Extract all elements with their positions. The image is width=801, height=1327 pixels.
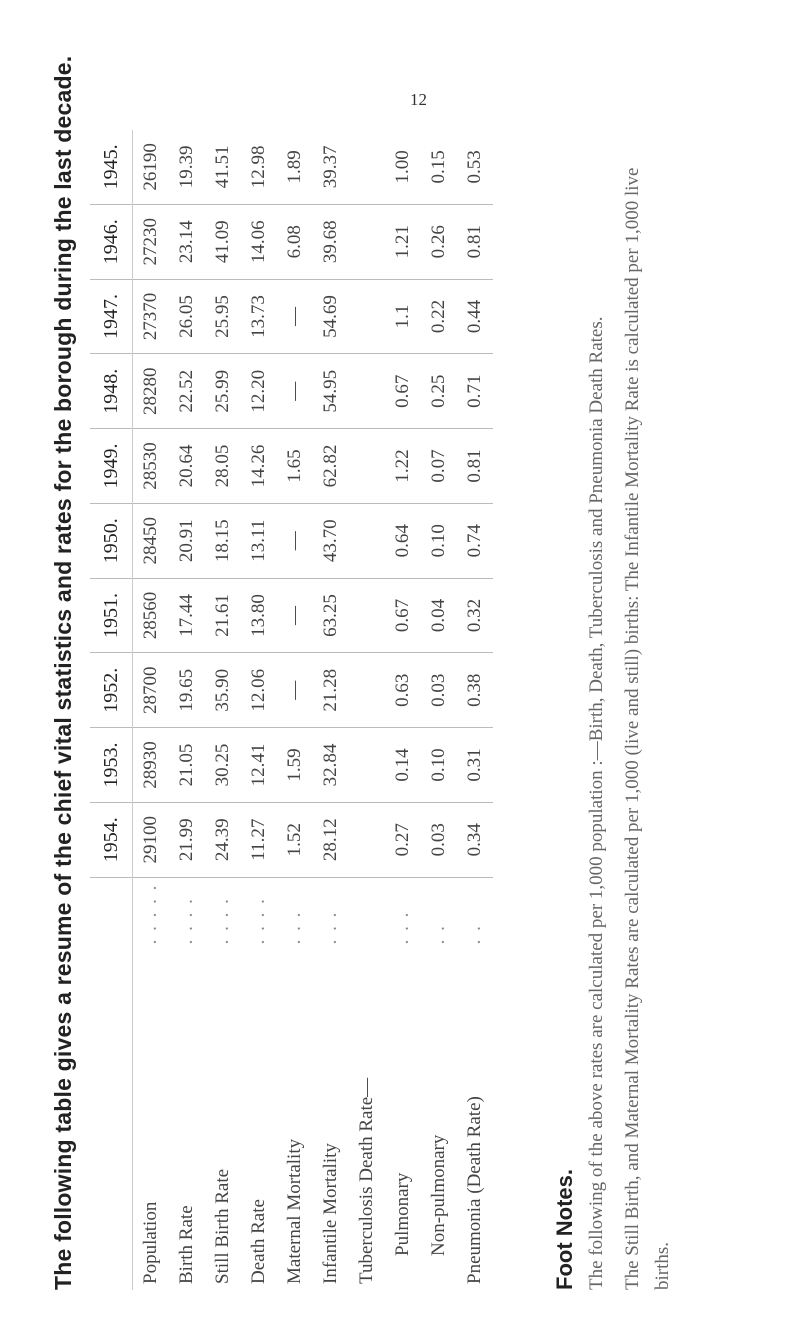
table-cell: 20.91 [169, 503, 205, 578]
table-cell: 28.05 [205, 429, 241, 504]
table-cell [349, 429, 385, 504]
table-cell: — [277, 354, 313, 429]
foot-note-1: The following of the above rates are calculated per 1,000 population :—Birth, Death, Tuberculosis and Pneumonia Death Rates. [586, 316, 607, 1290]
table-cell: 26.05 [169, 279, 205, 354]
table-cell: 1.21 [385, 204, 421, 279]
table-cell [349, 130, 385, 204]
table-cell: 6.08 [277, 204, 313, 279]
table-cell: 1.1 [385, 279, 421, 354]
table-cell: 27230 [133, 204, 170, 279]
row-label: Pneumonia (Death Rate) [464, 1096, 485, 1284]
page-number: 12 [410, 90, 427, 109]
table-heading: The following table gives a resume of the chief vital statistics and rates for the borough during the last decade. [50, 55, 76, 1290]
table-cell: 25.95 [205, 279, 241, 354]
year-header: 1945. [90, 130, 133, 204]
table-cell: 63.25 [313, 578, 349, 653]
table-cell: 0.38 [457, 653, 493, 728]
table-row [133, 130, 170, 1290]
table-cell: 19.39 [169, 130, 205, 204]
table-cell: 21.61 [205, 578, 241, 653]
row-label: Birth Rate [176, 1205, 197, 1284]
header-label-spacer [90, 950, 133, 1290]
row-label: Infantile Mortality [320, 1143, 341, 1284]
table-cell [349, 802, 385, 877]
table-cell: 0.10 [421, 728, 457, 803]
rotated-content [50, 55, 770, 1290]
table-row [313, 130, 349, 1290]
table-cell: 0.15 [421, 130, 457, 204]
table-cell: 0.81 [457, 429, 493, 504]
table-cell: 0.74 [457, 503, 493, 578]
table-row [205, 130, 241, 1290]
table-cell: 1.00 [385, 130, 421, 204]
table-cell: 0.81 [457, 204, 493, 279]
table-cell: 0.53 [457, 130, 493, 204]
table-cell: 18.15 [205, 503, 241, 578]
row-leader-dots: . . . . [212, 897, 233, 945]
row-label: Non-pulmonary [428, 1134, 449, 1256]
foot-note-2: The Still Birth, and Maternal Mortality Rates are calculated per 1,000 (live and still) births: The Infantile Mortality Rate is calculated per 1,000 live births. [622, 167, 673, 1290]
row-leader-dots: . . . . [176, 897, 197, 945]
row-leader-dots [349, 877, 385, 950]
table-cell: 0.26 [421, 204, 457, 279]
table-cell: 0.25 [421, 354, 457, 429]
row-leader-dots: . . . . [248, 897, 269, 945]
table-cell: 21.99 [169, 802, 205, 877]
table-cell: 0.32 [457, 578, 493, 653]
table-cell: 0.67 [385, 578, 421, 653]
table-cell [349, 728, 385, 803]
table-cell: 0.67 [385, 354, 421, 429]
table-cell: 0.71 [457, 354, 493, 429]
foot-notes-title: Foot Notes. [552, 1169, 577, 1290]
table-row [457, 130, 493, 1290]
row-label: Tuberculosis Death Rate— [356, 1077, 377, 1284]
table-cell: 12.06 [241, 653, 277, 728]
table-cell: 1.89 [277, 130, 313, 204]
table-cell: 0.22 [421, 279, 457, 354]
table-cell: 30.25 [205, 728, 241, 803]
row-label: Pulmonary [392, 1172, 413, 1256]
table-cell: 22.52 [169, 354, 205, 429]
table-row [241, 130, 277, 1290]
row-leader-dots: . . . [392, 910, 413, 945]
year-header: 1950. [90, 503, 133, 578]
table-cell [349, 578, 385, 653]
table-cell: 41.51 [205, 130, 241, 204]
table-cell [349, 503, 385, 578]
table-cell: 0.31 [457, 728, 493, 803]
table-cell: 17.44 [169, 578, 205, 653]
row-leader-dots: . . . [320, 910, 341, 945]
year-header: 1954. [90, 802, 133, 877]
year-header: 1953. [90, 728, 133, 803]
year-header: 1948. [90, 354, 133, 429]
table-row [277, 130, 313, 1290]
row-label: Population [140, 1201, 161, 1284]
year-header: 1951. [90, 578, 133, 653]
table-cell: 62.82 [313, 429, 349, 504]
table-cell [349, 279, 385, 354]
table-cell: 43.70 [313, 503, 349, 578]
table-cell: 35.90 [205, 653, 241, 728]
table-cell: 27370 [133, 279, 170, 354]
table-cell: 39.37 [313, 130, 349, 204]
table-cell: 21.05 [169, 728, 205, 803]
table-cell: 0.07 [421, 429, 457, 504]
table-row [169, 130, 205, 1290]
table-cell: 1.59 [277, 728, 313, 803]
table-cell [349, 204, 385, 279]
table-cell: 0.03 [421, 653, 457, 728]
year-header: 1947. [90, 279, 133, 354]
table-cell: 0.04 [421, 578, 457, 653]
table-cell: 20.64 [169, 429, 205, 504]
table-cell: 0.10 [421, 503, 457, 578]
row-label: Death Rate [248, 1199, 269, 1284]
table-cell: 0.27 [385, 802, 421, 877]
foot-notes [550, 130, 684, 1290]
table-cell: 13.11 [241, 503, 277, 578]
table-cell: — [277, 653, 313, 728]
row-leader-dots: . . . [284, 910, 305, 945]
table-cell: 14.06 [241, 204, 277, 279]
table-row [385, 130, 421, 1290]
row-leader-dots: . . [464, 924, 485, 945]
table-cell: 19.65 [169, 653, 205, 728]
table-cell: 12.98 [241, 130, 277, 204]
table-row [349, 130, 385, 1290]
table-cell: — [277, 279, 313, 354]
table-cell: 32.84 [313, 728, 349, 803]
table-cell: 54.95 [313, 354, 349, 429]
table-cell: 12.41 [241, 728, 277, 803]
vital-statistics-table-wrap [90, 130, 493, 1290]
table-cell: 28280 [133, 354, 170, 429]
table-cell: 14.26 [241, 429, 277, 504]
table-cell [349, 354, 385, 429]
table-cell: 26190 [133, 130, 170, 204]
table-cell: 28930 [133, 728, 170, 803]
table-cell: 23.14 [169, 204, 205, 279]
table-cell: — [277, 503, 313, 578]
table-cell: 24.39 [205, 802, 241, 877]
table-cell: 0.34 [457, 802, 493, 877]
table-cell [349, 653, 385, 728]
table-cell: 13.80 [241, 578, 277, 653]
table-header-row [90, 130, 133, 1290]
table-cell: 28700 [133, 653, 170, 728]
table-cell: — [277, 578, 313, 653]
table-row [421, 130, 457, 1290]
row-label: Maternal Mortality [284, 1138, 305, 1284]
table-cell: 25.99 [205, 354, 241, 429]
table-cell: 54.69 [313, 279, 349, 354]
row-label: Still Birth Rate [212, 1168, 233, 1284]
table-cell: 0.64 [385, 503, 421, 578]
year-header: 1952. [90, 653, 133, 728]
table-body [133, 130, 494, 1290]
vital-statistics-table [90, 130, 493, 1290]
table-cell: 41.09 [205, 204, 241, 279]
table-cell: 1.65 [277, 429, 313, 504]
table-cell: 0.14 [385, 728, 421, 803]
table-cell: 29100 [133, 802, 170, 877]
table-cell: 0.03 [421, 802, 457, 877]
table-cell: 13.73 [241, 279, 277, 354]
table-cell: 28530 [133, 429, 170, 504]
header-dots-spacer [90, 877, 133, 950]
table-cell: 1.52 [277, 802, 313, 877]
table-cell: 28450 [133, 503, 170, 578]
table-cell: 28560 [133, 578, 170, 653]
table-cell: 21.28 [313, 653, 349, 728]
row-leader-dots: . . . . . [140, 883, 161, 945]
table-cell: 0.63 [385, 653, 421, 728]
table-cell: 1.22 [385, 429, 421, 504]
table-cell: 0.44 [457, 279, 493, 354]
row-leader-dots: . . [428, 924, 449, 945]
table-cell: 11.27 [241, 802, 277, 877]
table-cell: 39.68 [313, 204, 349, 279]
table-cell: 12.20 [241, 354, 277, 429]
year-header: 1949. [90, 429, 133, 504]
table-cell: 28.12 [313, 802, 349, 877]
year-header: 1946. [90, 204, 133, 279]
